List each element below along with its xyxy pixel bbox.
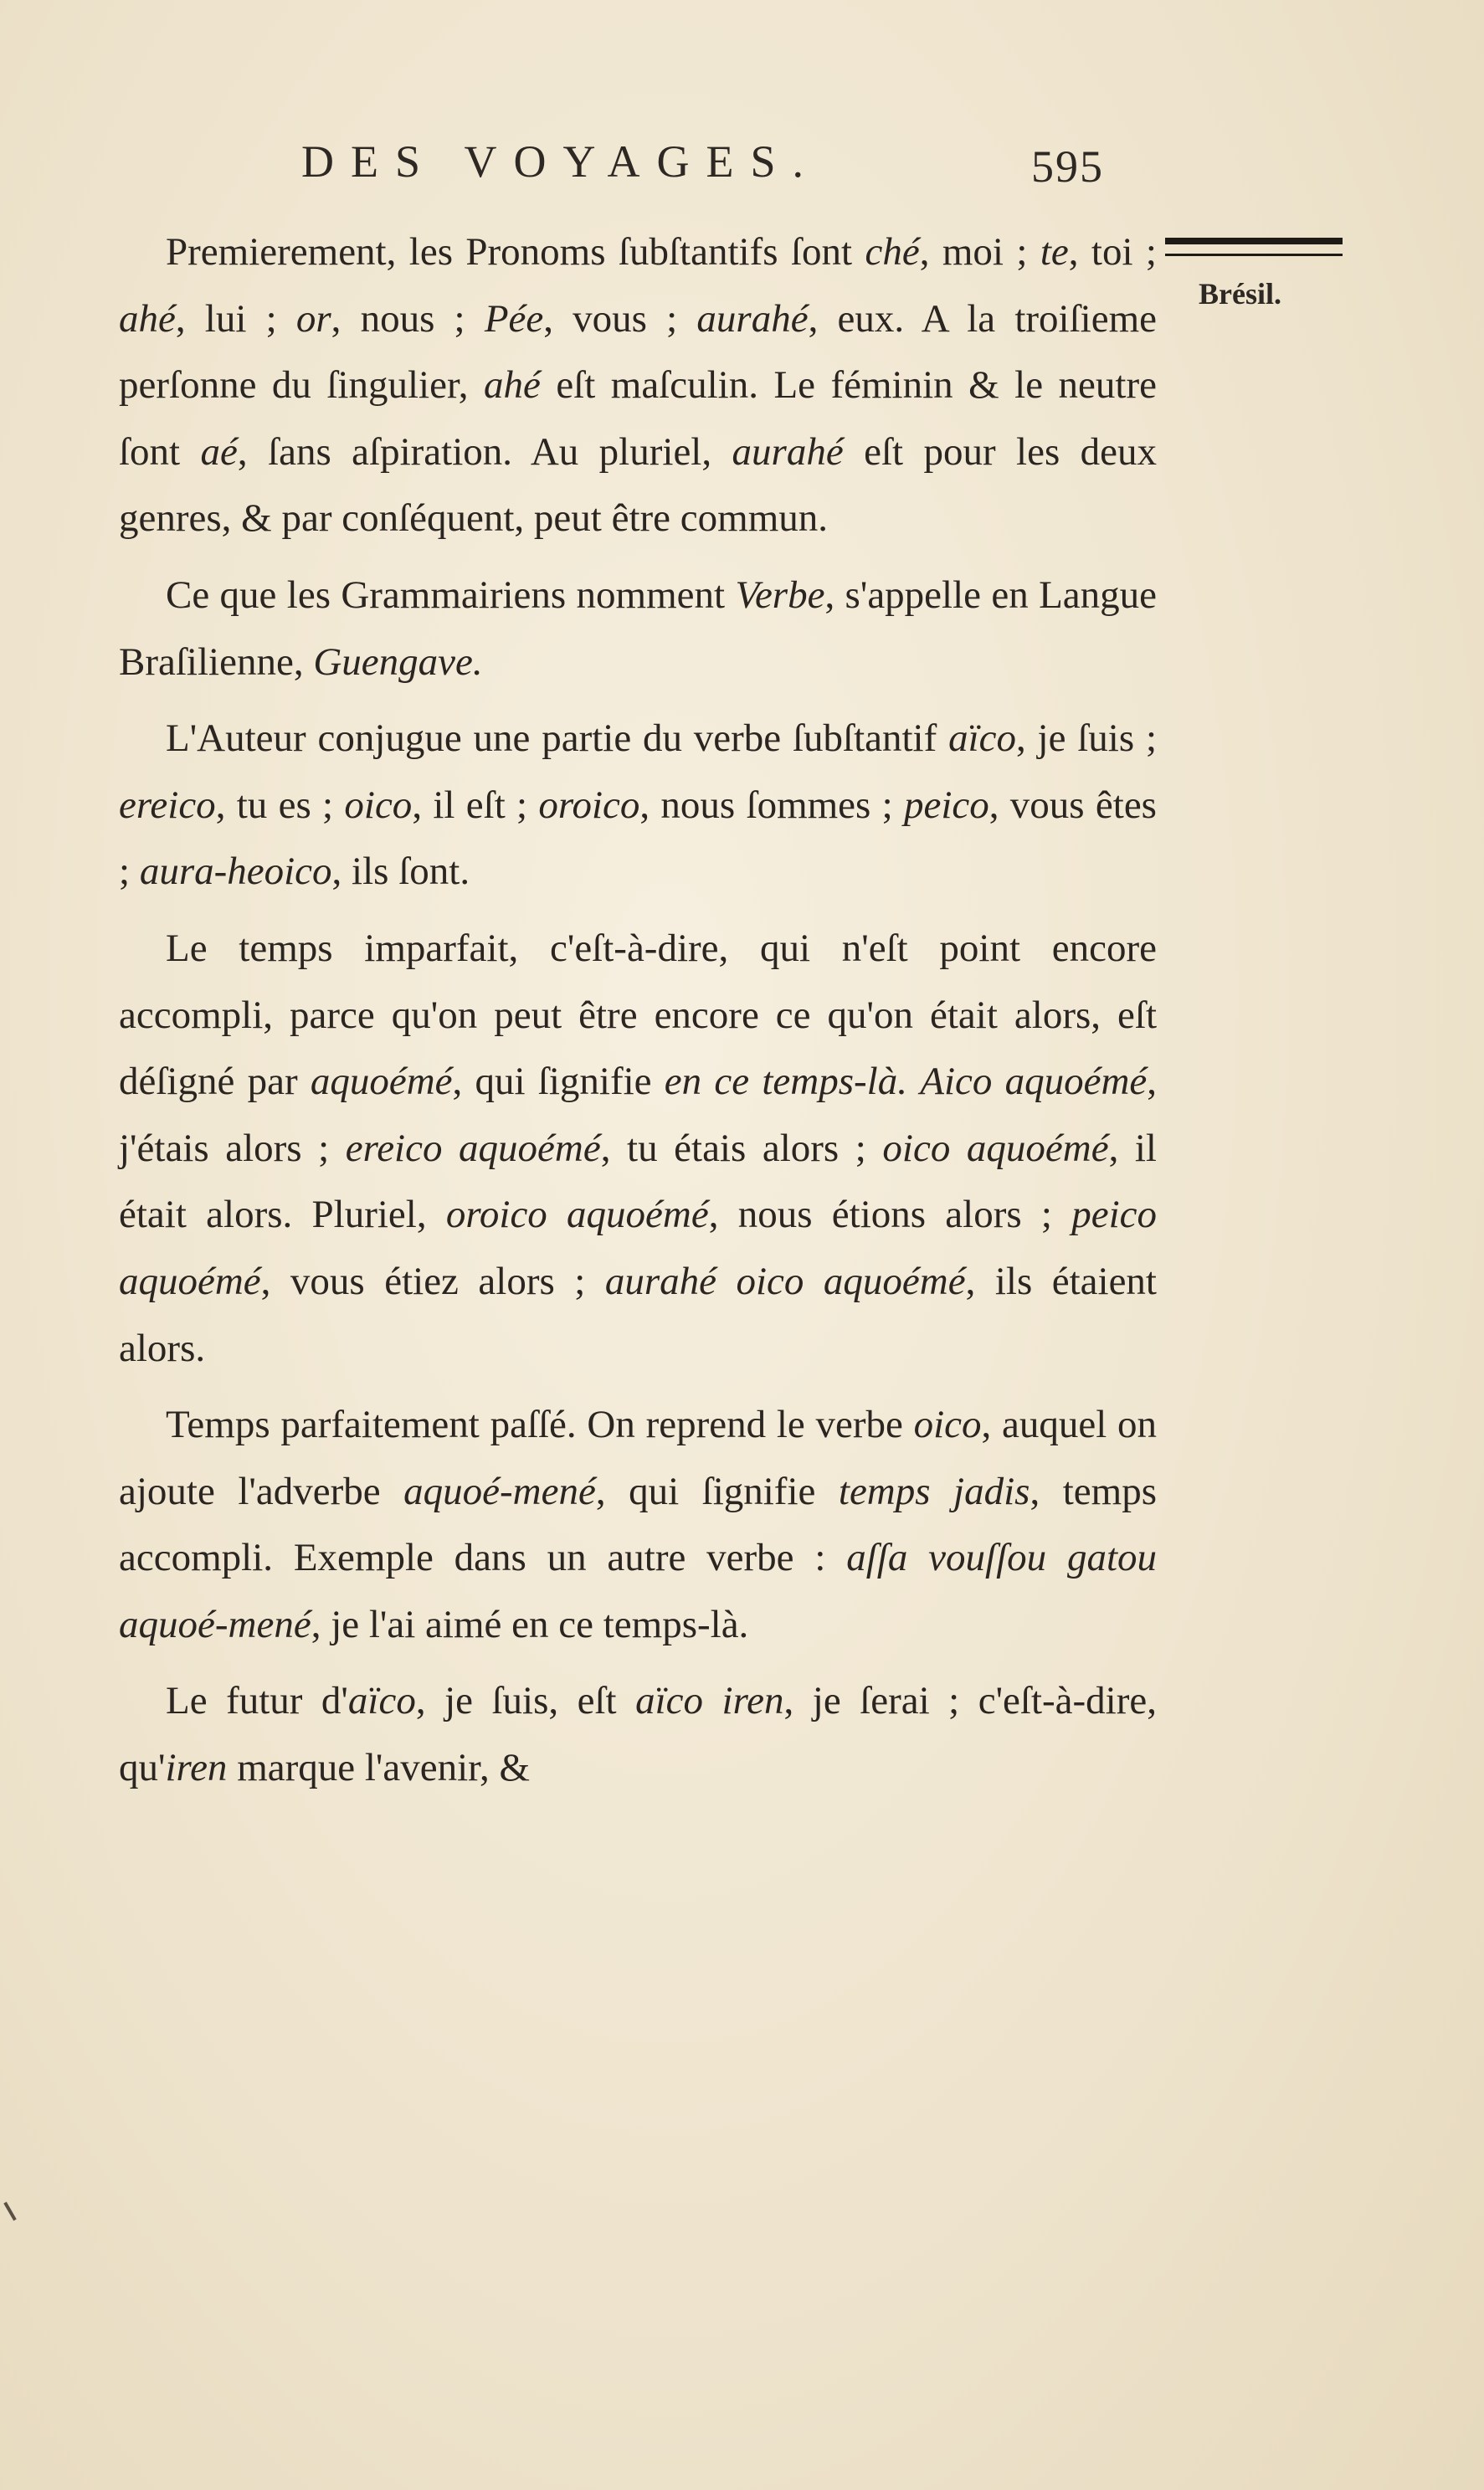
italic-term: aura-heoico — [139, 850, 332, 894]
text-run: , tu es ; — [215, 783, 345, 827]
margin-rule — [1165, 238, 1343, 256]
text-run: , il était alors. Pluriel, — [119, 1126, 1157, 1237]
italic-term: Guengave. — [313, 639, 483, 684]
text-run: Le futur d' — [166, 1679, 348, 1723]
page-number: 595 — [1031, 141, 1104, 192]
text-run: , vous ; — [543, 296, 697, 341]
italic-term: aurahé — [732, 429, 844, 474]
text-run: , nous ſommes ; — [639, 783, 904, 827]
text-run: , je ſuis, eſt — [415, 1679, 636, 1723]
text-run: , moi ; — [919, 230, 1040, 274]
text-run: Premierement, les Pronoms ſubſtantifs ſont — [166, 230, 865, 274]
italic-term: Aico aquoémé — [920, 1060, 1148, 1104]
italic-term: oico — [344, 783, 413, 827]
text-run: eſt pour les deux genres, & par conſéquent, peut être commun. — [119, 429, 1157, 541]
italic-term: Verbe — [735, 572, 825, 617]
text-run: , je ſerai ; c'eſt-à-dire, qu' — [119, 1679, 1158, 1790]
italic-term: te — [1040, 230, 1069, 274]
text-run: , auquel on ajoute l'adverbe — [119, 1403, 1158, 1513]
body-text — [119, 219, 1157, 1812]
text-run — [907, 1060, 920, 1103]
italic-term: aïco — [347, 1679, 416, 1723]
italic-term: peico aquoémé — [119, 1193, 1157, 1303]
text-run: L'Auteur conjugue une partie du verbe ſubſtantif — [166, 716, 949, 761]
page-header — [301, 136, 1147, 203]
italic-term: aſſa vouſſou gatou aquoé-mené — [119, 1536, 1158, 1646]
italic-term: ahé — [119, 296, 176, 341]
italic-term: ahé — [483, 363, 541, 408]
italic-term: aé — [200, 429, 238, 474]
italic-term: oico — [913, 1403, 982, 1447]
text-run: , ils ſont. — [331, 850, 470, 894]
running-title: DES VOYAGES. — [301, 136, 821, 187]
italic-term: aïco iren — [635, 1679, 784, 1723]
text-run: , j'étais alors ; — [119, 1060, 1158, 1170]
paragraph-verb — [119, 562, 1157, 696]
text-run: , ſans aſpiration. Au pluriel, — [237, 429, 732, 474]
paragraph-pronouns — [119, 219, 1157, 552]
italic-term: ereico aquoémé — [345, 1126, 601, 1170]
italic-term: en ce temps-là. — [664, 1060, 907, 1104]
text-run: , qui ſignifie — [595, 1469, 839, 1513]
italic-term: peico — [903, 783, 989, 827]
italic-term: ché — [865, 230, 920, 274]
text-run: Temps parfaitement paſſé. On reprend le verbe — [166, 1403, 914, 1447]
text-run: , nous étions alors ; — [708, 1193, 1072, 1237]
margin-mark — [3, 2202, 16, 2221]
text-run: , toi ; — [1068, 230, 1157, 274]
italic-term: oico aquoémé — [882, 1126, 1109, 1170]
italic-term: ereico — [119, 783, 216, 827]
marginal-note: Brésil. — [1199, 277, 1281, 311]
text-run: , eux. A la troiſieme perſonne du ſingulier, — [119, 296, 1157, 408]
italic-term: Pée — [484, 296, 544, 341]
text-run: , vous étiez alors ; — [260, 1259, 605, 1303]
text-run: , il eſt ; — [412, 783, 539, 827]
text-run: , s'appelle en Langue Braſilienne, — [119, 572, 1158, 684]
text-run: , je l'ai aimé en ce temps-là. — [311, 1602, 749, 1646]
text-run: , ils étaient alors. — [119, 1259, 1157, 1370]
italic-term: temps jadis — [838, 1469, 1030, 1513]
italic-term: aurahé — [696, 296, 809, 341]
text-run: , nous ; — [331, 296, 485, 341]
text-run: eſt maſculin. Le féminin & le neutre ſont — [119, 363, 1157, 474]
paragraph-imperfect — [119, 916, 1157, 1382]
text-run: , temps accompli. Exemple dans un autre verbe : — [119, 1469, 1157, 1580]
text-run: , je ſuis ; — [1015, 716, 1157, 761]
paragraph-future — [119, 1668, 1157, 1801]
paragraph-perfect — [119, 1392, 1157, 1658]
text-run: Ce que les Grammairiens nomment — [166, 572, 736, 617]
italic-term: aquoémé — [310, 1060, 453, 1104]
paragraph-substantive-verb — [119, 706, 1157, 906]
text-run: , tu étais alors ; — [600, 1126, 883, 1170]
italic-term: aquoé-mené — [403, 1469, 596, 1513]
italic-term: iren — [165, 1746, 228, 1790]
italic-term: oroico — [538, 783, 640, 827]
italic-term: or — [295, 296, 331, 341]
italic-term: aurahé oico aquoémé — [604, 1259, 966, 1303]
italic-term: oroico aquoémé — [445, 1193, 709, 1237]
text-run: Le temps imparfait, c'eſt-à-dire, qui n'eſt point encore accompli, parce qu'on peut être encore ce qu'on était alors, eſt déſigné par — [119, 926, 1157, 1104]
text-run: , qui ſignifie — [452, 1060, 665, 1104]
text-run: , lui ; — [175, 296, 296, 341]
italic-term: aïco — [948, 716, 1016, 761]
text-run: marque l'avenir, & — [227, 1746, 531, 1790]
text-run: , vous êtes ; — [119, 783, 1157, 894]
